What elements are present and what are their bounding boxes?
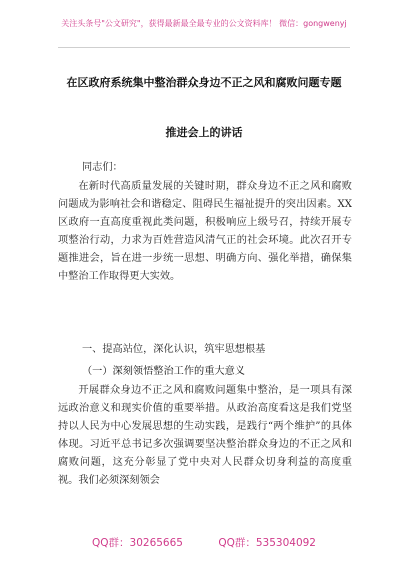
paragraph-body: 开展群众身边不正之风和腐败问题集中整治，是一项具有深远政治意义和现实价值的重要举措。从政治高度看这是我们党坚持以人民为中心发展思想的生动实践，是践行“两个维护”的具体体现。习近平总书记多次强调要坚决整治群众身边的不正之风和腐败问题，这充分彰显了党中央对人民群众切身利益的高度重视。我们必须深刻领会 <box>58 385 352 486</box>
footer-qq-group-2: QQ群：535304092 <box>218 537 316 549</box>
salutation: 同志们： <box>82 162 123 173</box>
section-heading: 一、提高站位，深化认识，筑牢思想根基 <box>82 344 266 355</box>
subsection-heading: （一）深刻领悟整治工作的重大意义 <box>82 366 245 377</box>
header-divider <box>58 47 350 48</box>
paragraph-intro: 在新时代高质量发展的关键时期，群众身边不正之风和腐败问题成为影响社会和谐稳定、阻碍民生福祉提升的突出因素。XX区政府一直高度重视此类问题，积极响应上级号召，持续开展专项整治行动，力求为百姓营造风清气正的社会环境。此次召开专题推进会，旨在进一步统一思想、明确方向、强化举措，确保集中整治工作取得更大实效。 <box>58 181 352 282</box>
document-title-line1: 在区政府系统集中整治群众身边不正之风和腐败问题专题 <box>66 76 342 89</box>
footer-contacts <box>0 535 408 550</box>
document-title-line2: 推进会上的讲话 <box>165 126 243 139</box>
header-banner: 关注头条号"公文研究"，获得最新最全最专业的公文资料库！ 微信：gongwenyj <box>61 19 347 28</box>
footer-qq-group-1: QQ群：30265665 <box>92 537 183 549</box>
